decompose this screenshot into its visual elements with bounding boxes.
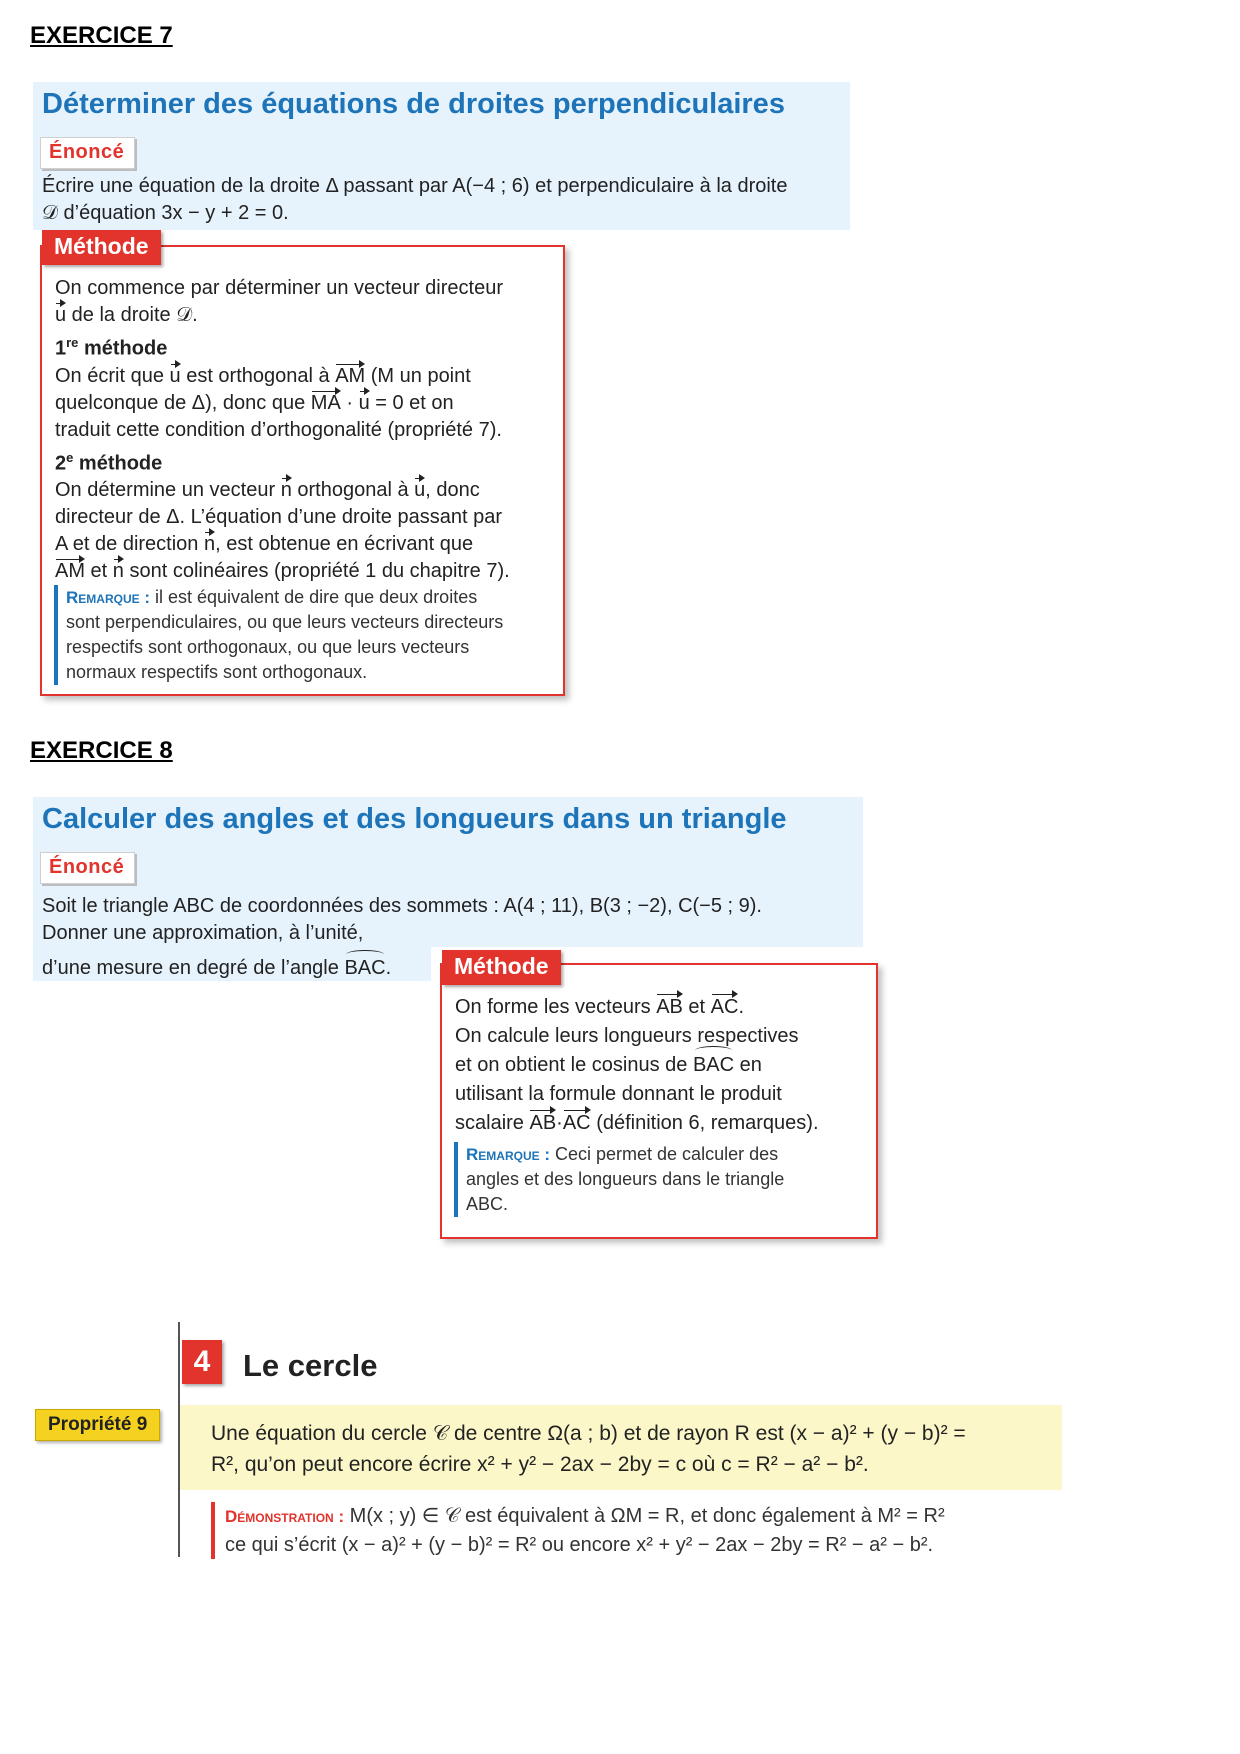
method-text-fragment: et: [85, 560, 113, 583]
method-line: directeur de Δ. L’équation d’une droite passant par: [55, 506, 502, 529]
vector-u: u: [359, 390, 370, 417]
vector-am: AM: [335, 363, 365, 390]
enonce-tag: Énoncé: [40, 137, 135, 169]
method-1-heading: [55, 329, 555, 363]
method-line: [55, 531, 555, 558]
method-text-fragment: A et de direction: [55, 533, 204, 556]
method-line: [455, 1051, 873, 1080]
demonstration: [211, 1502, 945, 1559]
remark-line: [466, 1142, 876, 1167]
vector-ma: MA: [311, 390, 341, 417]
method-line: [55, 558, 555, 585]
demo-text: M(x ; y) ∈ 𝒞 est équivalent à ΩM = R, et donc également à M² = R²: [344, 1505, 945, 1527]
method-line: utilisant la formule donnant le produit: [455, 1083, 782, 1105]
exercise-7-remark: [54, 585, 561, 685]
property-line-2: R², qu’on peut encore écrire x² + y² − 2ax − 2by = c où c = R² − a² − b².: [211, 1453, 869, 1476]
demo-label: Démonstration :: [225, 1507, 345, 1526]
exercise-8-heading: EXERCICE 8: [30, 737, 173, 764]
vector-n: n: [281, 477, 292, 504]
exercise-8-remark: [454, 1142, 876, 1217]
method-line: [55, 477, 555, 504]
method-ordinal: e: [66, 449, 74, 465]
angle-bac: BAC: [693, 1051, 734, 1080]
remark-label: Remarque :: [466, 1145, 550, 1164]
method-text-fragment: , donc: [425, 479, 480, 502]
vector-ab: AB: [656, 993, 683, 1022]
method-line: [455, 1109, 873, 1138]
remark-line: sont perpendiculaires, ou que leurs vecteurs directeurs: [66, 612, 504, 632]
vector-u: u: [414, 477, 425, 504]
section-title: Le cercle: [243, 1348, 378, 1383]
vector-ac: AC: [563, 1109, 591, 1138]
method-text-fragment: , est obtenue en écrivant que: [215, 533, 474, 556]
method-line: On commence par déterminer un vecteur directeur: [55, 277, 503, 299]
demo-line: [225, 1502, 945, 1531]
enonce-tag: Énoncé: [40, 852, 135, 884]
statement-text: .: [385, 957, 392, 979]
method-label: méthode: [78, 337, 168, 360]
vector-ac: AC: [711, 993, 739, 1022]
property-line-1: Une équation du cercle 𝒞 de centre Ω(a ; b) et de rayon R est (x − a)² + (y − b)² =: [211, 1422, 966, 1445]
remark-line: [66, 585, 561, 610]
angle-bac: BAC: [344, 955, 385, 982]
method-line: [455, 993, 873, 1022]
remark-label: Remarque :: [66, 588, 150, 607]
method-line: [55, 363, 555, 390]
method-text-fragment: On forme les vecteurs: [455, 996, 657, 1018]
vector-n: n: [113, 558, 124, 585]
method-line: traduit cette condition d’orthogonalité (propriété 7).: [55, 418, 502, 441]
remark-text: il est équivalent de dire que deux droites: [150, 587, 478, 607]
exercise-7-statement-line-2: 𝒟 d’équation 3x − y + 2 = 0.: [42, 202, 289, 224]
methode-tag: Méthode: [42, 230, 161, 265]
method-text-fragment: orthogonal à: [291, 479, 415, 502]
method-text-fragment: est orthogonal à: [180, 364, 336, 387]
remark-line: normaux respectifs sont orthogonaux.: [66, 662, 368, 682]
method-text-fragment: et on obtient le cosinus de: [455, 1054, 693, 1076]
method-label: méthode: [73, 452, 163, 475]
exercise-7-heading: EXERCICE 7: [30, 22, 173, 49]
method-line: On calcule leurs longueurs respectives: [455, 1025, 799, 1047]
method-text-fragment: On écrit que: [55, 364, 170, 387]
method-text-fragment: On détermine un vecteur: [55, 479, 281, 502]
method-2-heading: [55, 444, 555, 478]
vector-n: n: [204, 531, 215, 558]
method-text-fragment: scalaire: [455, 1112, 530, 1134]
method-text-fragment: (définition 6, remarques).: [590, 1112, 819, 1134]
method-text-fragment: de la droite 𝒟.: [66, 304, 198, 326]
remark-line: ABC.: [466, 1194, 509, 1214]
vector-am: AM: [55, 558, 85, 585]
exercise-8-statement-line-1: Soit le triangle ABC de coordonnées des sommets : A(4 ; 11), B(3 ; −2), C(−5 ; 9).: [42, 895, 762, 917]
method-text-fragment: (M un point: [365, 364, 471, 387]
method-text-fragment: et: [682, 996, 711, 1018]
exercise-8-method-text: [455, 993, 873, 1138]
dot-operator: ·: [556, 1112, 563, 1134]
method-text-fragment: .: [738, 996, 745, 1018]
method-ordinal: re: [66, 335, 79, 350]
statement-text: d’une mesure en degré de l’angle: [42, 957, 345, 979]
method-text-fragment: quelconque de Δ), donc que: [55, 391, 311, 414]
method-text-fragment: = 0 et on: [369, 391, 454, 414]
method-line: [55, 390, 555, 417]
exercise-7-method-text: [55, 275, 555, 585]
methode-tag: Méthode: [442, 950, 561, 985]
method-line: [55, 302, 555, 329]
demo-line: ce qui s’écrit (x − a)² + (y − b)² = R² ou encore x² + y² − 2ax − 2by = R² − a² − b².: [225, 1534, 934, 1556]
method-number: 2: [55, 452, 67, 475]
vector-u: u: [170, 363, 181, 390]
vector-ab: AB: [529, 1109, 556, 1138]
exercise-7-statement-line-1: Écrire une équation de la droite Δ passant par A(−4 ; 6) et perpendiculaire à la droite: [42, 175, 788, 197]
remark-line: angles et des longueurs dans le triangle: [466, 1169, 785, 1189]
method-text-fragment: sont colinéaires (propriété 1 du chapitre 7).: [123, 560, 510, 583]
remark-line: respectifs sont orthogonaux, ou que leurs vecteurs: [66, 637, 470, 657]
exercise-8-title: Calculer des angles et des longueurs dans un triangle: [42, 803, 787, 835]
remark-text: Ceci permet de calculer des: [550, 1144, 779, 1164]
exercise-8-statement-line-3: [42, 955, 391, 982]
vector-u: u: [55, 302, 66, 329]
dot-operator: ·: [340, 391, 359, 414]
property-tag: Propriété 9: [35, 1409, 160, 1441]
method-number: 1: [55, 337, 67, 360]
method-text-fragment: en: [734, 1054, 762, 1076]
exercise-8-statement-line-2: Donner une approximation, à l’unité,: [42, 922, 364, 944]
exercise-7-title: Déterminer des équations de droites perpendiculaires: [42, 88, 785, 120]
section-number-badge: 4: [182, 1340, 222, 1384]
